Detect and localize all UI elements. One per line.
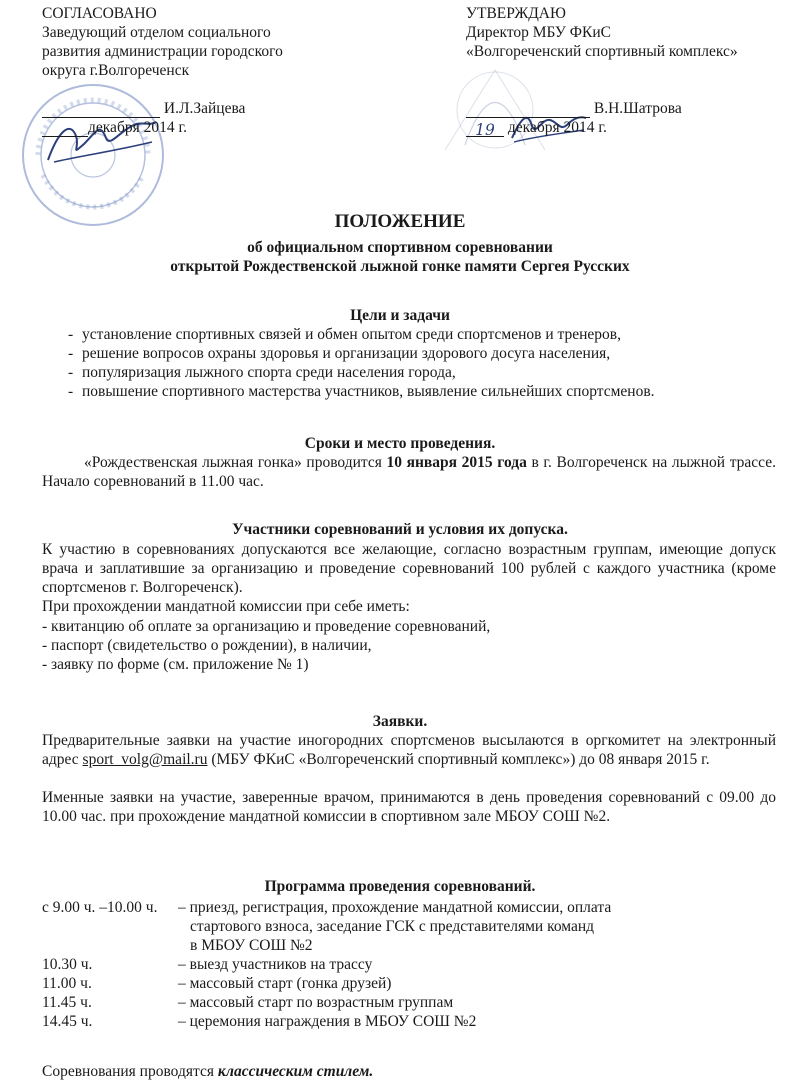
- approval-block-right: [466, 4, 796, 137]
- schedule-description: – массовый старт (гонка друзей): [178, 975, 392, 992]
- approval-heading: УТВЕРЖДАЮ: [466, 5, 566, 22]
- schedule-row: [42, 993, 776, 1012]
- signer-name: В.Н.Шатрова: [593, 100, 682, 117]
- event-date: 10 января 2015 года: [386, 454, 527, 471]
- approval-position: Директор МБУ ФКиС: [466, 24, 611, 41]
- schedule-time: 10.30 ч.: [42, 956, 93, 973]
- approval-position: развития администрации городского: [42, 43, 283, 60]
- schedule-time: с 9.00 ч. –10.00 ч.: [42, 899, 158, 916]
- style-emphasis: классическим стилем.: [217, 1063, 374, 1080]
- goals-list: [42, 325, 776, 401]
- schedule-time: 11.00 ч.: [42, 975, 92, 992]
- schedule-description: – массовый старт по возрастным группам: [178, 994, 454, 1011]
- schedule-description: – церемония награждения в МБОУ СОШ №2: [178, 1013, 477, 1030]
- participants-paragraph: К участию в соревнованиях допускаются все желающие, согласно возрастным группам, имеющие допуск врача и заплатившие за организацию и проведение соревнований 100 рублей с каждого участника (кроме спортсменов г. Волгореченск).: [42, 541, 776, 596]
- schedule-row: [42, 955, 776, 974]
- participants-note: При прохождении мандатной комиссии при себе иметь:: [42, 598, 410, 615]
- program-schedule: [42, 898, 776, 1031]
- schedule-row: [42, 898, 776, 955]
- dates-paragraph: «Рождественская лыжная гонка» проводится 10 января 2015 года в г. Волгореченск на лыжной трассе. Начало соревнований в 11.00 час.: [42, 454, 776, 490]
- section-heading-applications: Заявки.: [372, 713, 428, 730]
- signature-line: [466, 99, 796, 118]
- date-day-handwritten: 19: [475, 121, 495, 139]
- approval-position: Заведующий отделом социального: [42, 24, 271, 41]
- list-item: - повышение спортивного мастерства участников, выявление сильнейших спортсменов.: [68, 383, 655, 400]
- style-note: Соревнования проводятся классическим стилем.: [42, 1063, 374, 1080]
- document-title: ПОЛОЖЕНИЕ: [334, 211, 466, 232]
- signature-underline: [42, 102, 160, 118]
- approval-heading: СОГЛАСОВАНО: [42, 5, 157, 22]
- schedule-time: 11.45 ч.: [42, 994, 92, 1011]
- applications-paragraph: Предварительные заявки на участие иногородних спортсменов высылаются в оргкомитет на электронный адрес sport_volg@mail.ru (МБУ ФКиС «Волгореченский спортивный комплекс») до 08 января 2015 г.: [42, 732, 776, 768]
- email-link[interactable]: sport_volg@mail.ru: [82, 751, 208, 768]
- date-day: [466, 121, 504, 137]
- schedule-description: – выезд участников на трассу: [178, 956, 373, 973]
- approval-position: округа г.Волгореченск: [42, 62, 190, 79]
- document-subtitle: об официальном спортивном соревновании: [247, 239, 553, 256]
- document-subtitle: открытой Рождественской лыжной гонке памяти Сергея Русских: [170, 258, 630, 275]
- goals-section: [42, 325, 776, 401]
- section-heading-participants: Участники соревнований и условия их допуска.: [232, 521, 568, 538]
- schedule-row: [42, 1012, 776, 1031]
- schedule-row: [42, 974, 776, 993]
- approval-date-text: декабря 2014 г.: [507, 119, 607, 136]
- list-item: - заявку по форме (см. приложение № 1): [42, 656, 309, 673]
- signature-line: [42, 99, 422, 118]
- date-day-blank: [42, 121, 88, 137]
- applications-paragraph: Именные заявки на участие, заверенные врачом, принимаются в день проведения соревнований с 09.00 до 10.00 час. при прохождение мандатной комиссии в спортивном зале МБОУ СОШ №2.: [42, 789, 776, 825]
- approval-date: [42, 118, 422, 137]
- approval-position: «Волгореченский спортивный комплекс»: [466, 43, 738, 60]
- list-item: - квитанцию об оплате за организацию и проведение соревнований,: [42, 618, 491, 635]
- section-heading-goals: Цели и задачи: [350, 307, 450, 324]
- schedule-description: – приезд, регистрация, прохождение мандатной комиссии, оплата стартового взноса, заседание ГСК с представителями команд в МБОУ СОШ №2: [178, 899, 612, 954]
- list-item: - популяризация лыжного спорта среди населения города,: [68, 364, 456, 381]
- approval-date-text: декабря 2014 г.: [88, 119, 187, 136]
- approval-date: [466, 118, 796, 137]
- section-heading-dates: Сроки и место проведения.: [304, 435, 496, 452]
- signer-name: И.Л.Зайцева: [163, 100, 246, 117]
- list-item: - решение вопросов охраны здоровья и организации здорового досуга населения,: [68, 345, 611, 362]
- list-item: - установление спортивных связей и обмен опытом среди спортсменов и тренеров,: [68, 326, 621, 343]
- section-heading-program: Программа проведения соревнований.: [264, 878, 536, 895]
- schedule-time: 14.45 ч.: [42, 1013, 93, 1030]
- signature-underline: [466, 102, 590, 118]
- list-item: - паспорт (свидетельство о рождении), в наличии,: [42, 637, 372, 654]
- participants-list: [42, 617, 776, 674]
- approval-block-left: [42, 4, 422, 137]
